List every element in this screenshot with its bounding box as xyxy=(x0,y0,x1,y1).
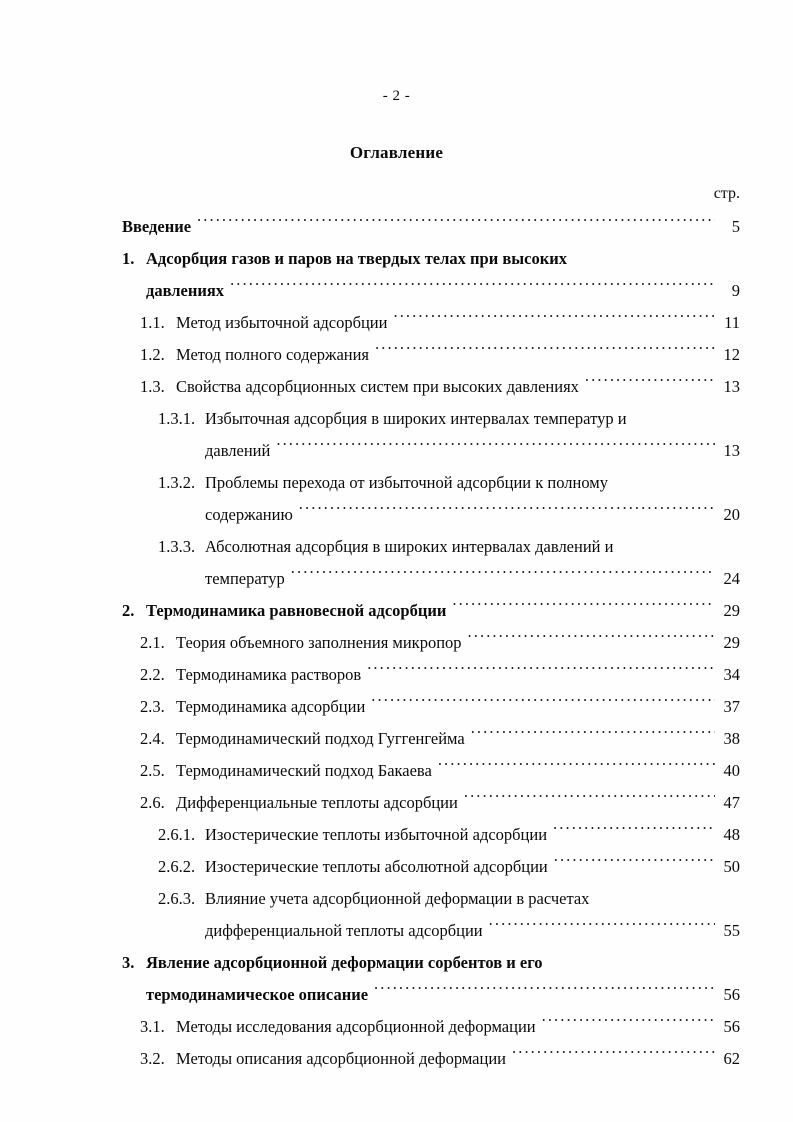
toc-entry-line xyxy=(0,595,793,627)
toc-entry-number: 1.2. xyxy=(140,345,165,364)
toc-entry-page-number: 40 xyxy=(723,761,740,780)
toc-entry-page-number: 37 xyxy=(723,697,740,716)
page-column-label: стр. xyxy=(713,185,740,202)
toc-entry[interactable] xyxy=(0,883,793,947)
toc-entry-page-number: 56 xyxy=(723,1017,740,1036)
toc-entry-title: Влияние учета адсорбционной деформации в расчетах xyxy=(205,889,590,908)
toc-entry-title: Термодинамика растворов xyxy=(176,665,362,684)
toc-entry-number: 2.6.3. xyxy=(158,889,196,908)
toc-entry-line xyxy=(0,211,793,243)
toc-entry-title: Изостерические теплоты избыточной адсорбции xyxy=(205,825,548,844)
toc-entry-line xyxy=(0,883,793,915)
toc-entry[interactable] xyxy=(0,243,793,307)
toc-entry-line-continued xyxy=(0,499,793,531)
toc-entry-title: Метод избыточной адсорбции xyxy=(176,313,388,332)
toc-entry[interactable] xyxy=(0,819,793,851)
toc-entry-line xyxy=(0,723,793,755)
toc-entry-number: 1.1. xyxy=(140,313,165,332)
toc-entry-number: 2. xyxy=(122,601,135,620)
toc-entry-page-number: 55 xyxy=(723,921,740,940)
toc-entry-line xyxy=(0,243,793,275)
toc-entry[interactable] xyxy=(0,1011,793,1043)
toc-leader-dots xyxy=(291,568,715,585)
toc-entry-line xyxy=(0,947,793,979)
toc-entry-line-continued xyxy=(0,979,793,1011)
toc-leader-dots xyxy=(553,824,715,841)
toc-entry-line xyxy=(0,371,793,403)
toc-entry-number: 1.3.1. xyxy=(158,409,196,428)
toc-leader-dots xyxy=(542,1016,715,1033)
toc-entry[interactable] xyxy=(0,1043,793,1075)
toc-leader-dots xyxy=(489,920,715,937)
toc-entry-page-number: 9 xyxy=(731,281,740,300)
toc-entry-page-number: 24 xyxy=(723,569,740,588)
toc-entry[interactable] xyxy=(0,787,793,819)
toc-leader-dots xyxy=(452,600,715,617)
toc-entry-title: Метод полного содержания xyxy=(176,345,370,364)
toc-entry-line xyxy=(0,1011,793,1043)
toc-entry-number: 1. xyxy=(122,249,135,268)
toc-entry[interactable] xyxy=(0,723,793,755)
toc-entry-number: 2.6.1. xyxy=(158,825,196,844)
toc-entry-title: Введение xyxy=(122,217,192,236)
toc-entry-page-number: 13 xyxy=(723,377,740,396)
toc-entry[interactable] xyxy=(0,467,793,531)
toc-entry-title: Термодинамический подход Гуггенгейма xyxy=(176,729,465,748)
toc-entry[interactable] xyxy=(0,403,793,467)
toc-leader-dots xyxy=(299,504,715,521)
toc-entry-line xyxy=(0,659,793,691)
toc-entry-title: температур xyxy=(205,569,285,588)
toc-entry-page-number: 62 xyxy=(723,1049,740,1068)
toc-entry-line xyxy=(0,691,793,723)
toc-entry-title: Методы исследования адсорбционной деформации xyxy=(176,1017,536,1036)
toc-entry-title: Свойства адсорбционных систем при высоких давлениях xyxy=(176,377,579,396)
toc-entry-line-continued xyxy=(0,915,793,947)
toc-entry-page-number: 11 xyxy=(724,313,740,332)
toc-entry[interactable] xyxy=(0,755,793,787)
toc-leader-dots xyxy=(464,792,715,809)
toc-entry-page-number: 50 xyxy=(723,857,740,876)
toc-leader-dots xyxy=(367,664,715,681)
toc-entry-line xyxy=(0,403,793,435)
toc-entry-title: давлениях xyxy=(146,281,225,300)
toc-entry-number: 2.5. xyxy=(140,761,165,780)
toc-entry[interactable] xyxy=(0,307,793,339)
toc-entry-line-continued xyxy=(0,275,793,307)
table-of-contents xyxy=(0,211,793,1075)
toc-entry-title: Теория объемного заполнения микропор xyxy=(176,633,462,652)
toc-entry-number: 1.3.3. xyxy=(158,537,196,556)
toc-entry[interactable] xyxy=(0,531,793,595)
toc-entry[interactable] xyxy=(0,947,793,1011)
toc-entry-page-number: 5 xyxy=(731,217,740,236)
toc-entry-number: 2.2. xyxy=(140,665,165,684)
toc-entry-page-number: 56 xyxy=(723,985,740,1004)
toc-leader-dots xyxy=(371,696,715,713)
toc-leader-dots xyxy=(554,856,715,873)
toc-entry-number: 3.1. xyxy=(140,1017,165,1036)
toc-entry-page-number: 38 xyxy=(723,729,740,748)
toc-entry-number: 1.3. xyxy=(140,377,165,396)
toc-entry-line xyxy=(0,627,793,659)
toc-entry-number: 3.2. xyxy=(140,1049,165,1068)
toc-entry[interactable] xyxy=(0,691,793,723)
toc-entry-page-number: 13 xyxy=(723,441,740,460)
toc-entry-page-number: 29 xyxy=(723,601,740,620)
toc-entry-line-continued xyxy=(0,563,793,595)
toc-entry-title: термодинамическое описание xyxy=(146,985,369,1004)
toc-leader-dots xyxy=(471,728,715,745)
toc-entry-page-number: 48 xyxy=(723,825,740,844)
toc-entry-number: 2.6.2. xyxy=(158,857,196,876)
toc-leader-dots xyxy=(276,440,715,457)
toc-leader-dots xyxy=(375,344,715,361)
toc-entry[interactable] xyxy=(0,595,793,627)
toc-leader-dots xyxy=(393,312,715,329)
toc-entry-line-continued xyxy=(0,435,793,467)
toc-leader-dots xyxy=(512,1048,715,1065)
toc-entry-title: Термодинамический подход Бакаева xyxy=(176,761,432,780)
toc-entry-title: Проблемы перехода от избыточной адсорбции к полному xyxy=(205,473,608,492)
toc-entry-line xyxy=(0,755,793,787)
toc-leader-dots xyxy=(230,280,715,297)
toc-entry-title: Изостерические теплоты абсолютной адсорбции xyxy=(205,857,548,876)
toc-entry-page-number: 20 xyxy=(723,505,740,524)
toc-entry[interactable] xyxy=(0,371,793,403)
toc-entry-line xyxy=(0,851,793,883)
toc-entry-line xyxy=(0,307,793,339)
toc-entry-line xyxy=(0,1043,793,1075)
toc-entry-number: 1.3.2. xyxy=(158,473,196,492)
toc-entry-number: 3. xyxy=(122,953,135,972)
toc-entry-title: Термодинамика адсорбции xyxy=(176,697,366,716)
toc-entry-title: Избыточная адсорбция в широких интервалах температур и xyxy=(205,409,627,428)
toc-entry-line xyxy=(0,339,793,371)
toc-entry[interactable] xyxy=(0,659,793,691)
toc-entry-page-number: 47 xyxy=(723,793,740,812)
toc-leader-dots xyxy=(468,632,715,649)
toc-entry[interactable] xyxy=(0,339,793,371)
toc-entry[interactable] xyxy=(0,211,793,243)
toc-entry-title: Методы описания адсорбционной деформации xyxy=(176,1049,506,1068)
toc-entry-number: 2.4. xyxy=(140,729,165,748)
toc-entry-line xyxy=(0,531,793,563)
toc-entry-title: дифференциальной теплоты адсорбции xyxy=(205,921,483,940)
toc-entry-number: 2.3. xyxy=(140,697,165,716)
page-title: Оглавление xyxy=(349,143,444,162)
toc-leader-dots xyxy=(197,216,715,233)
toc-entry[interactable] xyxy=(0,627,793,659)
toc-entry-line xyxy=(0,467,793,499)
toc-leader-dots xyxy=(374,984,715,1001)
toc-entry-page-number: 12 xyxy=(723,345,740,364)
toc-leader-dots xyxy=(438,760,715,777)
page-number-marker: - 2 - xyxy=(382,88,411,104)
toc-entry-title: Термодинамика равновесной адсорбции xyxy=(146,601,447,620)
toc-entry-title: давлений xyxy=(205,441,271,460)
toc-entry-number: 2.1. xyxy=(140,633,165,652)
toc-entry-line xyxy=(0,819,793,851)
toc-entry-title: содержанию xyxy=(205,505,293,524)
toc-entry-page-number: 29 xyxy=(723,633,740,652)
toc-entry-title: Дифференциальные теплоты адсорбции xyxy=(176,793,458,812)
toc-leader-dots xyxy=(585,376,715,393)
toc-entry-title: Явление адсорбционной деформации сорбентов и его xyxy=(146,953,543,972)
toc-entry-number: 2.6. xyxy=(140,793,165,812)
toc-entry-title: Адсорбция газов и паров на твердых телах при высоких xyxy=(146,249,567,268)
toc-entry-line xyxy=(0,787,793,819)
toc-entry-page-number: 34 xyxy=(723,665,740,684)
toc-entry-title: Абсолютная адсорбция в широких интервалах давлений и xyxy=(205,537,614,556)
toc-entry[interactable] xyxy=(0,851,793,883)
